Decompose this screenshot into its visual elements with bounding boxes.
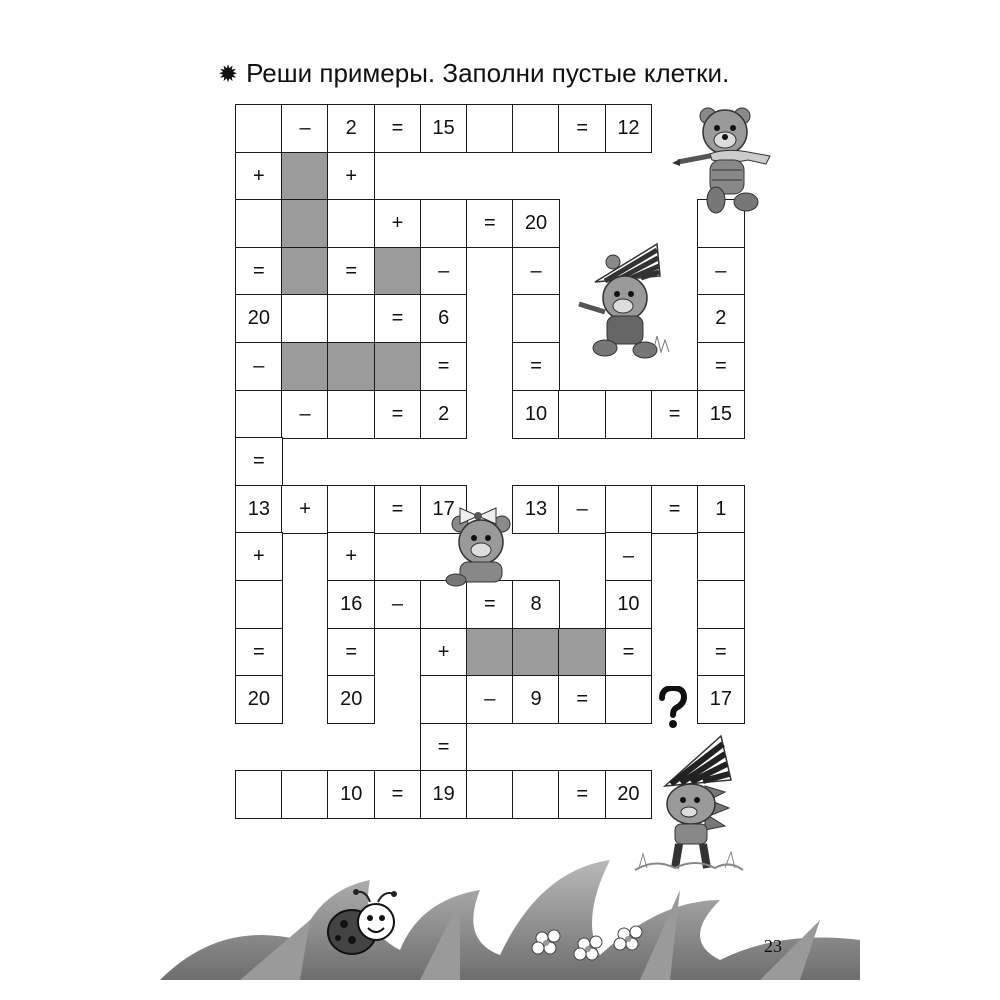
empty-answer-cell[interactable]	[512, 770, 560, 819]
shaded-cell	[281, 342, 329, 391]
grid-cell: +	[281, 485, 329, 534]
flowers-illustration	[528, 922, 658, 966]
empty-answer-cell[interactable]	[466, 770, 514, 819]
bear-gnome-illustration	[565, 240, 690, 365]
grid-cell: –	[420, 247, 468, 296]
grid-cell: –	[605, 532, 653, 581]
grid-cell: –	[235, 342, 283, 391]
grid-cell: +	[420, 628, 468, 677]
empty-answer-cell[interactable]	[235, 104, 283, 153]
empty-answer-cell[interactable]	[420, 675, 468, 724]
grid-cell: 1	[697, 485, 745, 534]
shaded-cell	[281, 199, 329, 248]
empty-answer-cell[interactable]	[605, 485, 653, 534]
grid-cell: –	[697, 247, 745, 296]
grass-illustration	[160, 860, 860, 980]
grid-cell: =	[374, 390, 422, 439]
grid-cell: 15	[420, 104, 468, 153]
empty-answer-cell[interactable]	[281, 294, 329, 343]
empty-answer-cell[interactable]	[327, 485, 375, 534]
grid-cell: =	[420, 342, 468, 391]
grid-cell: =	[235, 247, 283, 296]
grid-cell: 16	[327, 580, 375, 629]
girl-bear-illustration	[440, 500, 525, 590]
grid-cell: 20	[235, 294, 283, 343]
empty-answer-cell[interactable]	[605, 390, 653, 439]
empty-answer-cell[interactable]	[697, 532, 745, 581]
grid-cell: =	[558, 104, 606, 153]
shaded-cell	[374, 342, 422, 391]
grid-cell: =	[327, 247, 375, 296]
grid-cell: =	[466, 580, 514, 629]
grid-cell: =	[512, 342, 560, 391]
grid-cell: –	[466, 675, 514, 724]
grid-cell: 13	[512, 485, 560, 534]
grid-cell: =	[374, 294, 422, 343]
grid-cell: 10	[512, 390, 560, 439]
instruction	[218, 58, 729, 89]
page-number: 23	[764, 936, 782, 956]
grid-cell: =	[651, 390, 699, 439]
grid-cell: =	[235, 437, 283, 486]
empty-answer-cell[interactable]	[420, 199, 468, 248]
empty-answer-cell[interactable]	[327, 294, 375, 343]
grid-cell: –	[374, 580, 422, 629]
grid-cell: =	[374, 104, 422, 153]
grid-cell: 13	[235, 485, 283, 534]
empty-answer-cell[interactable]	[697, 580, 745, 629]
grid-cell: 9	[512, 675, 560, 724]
empty-answer-cell[interactable]	[327, 199, 375, 248]
grid-cell: 2	[327, 104, 375, 153]
grid-cell: =	[327, 628, 375, 677]
grid-cell: =	[374, 770, 422, 819]
shaded-cell	[558, 628, 606, 677]
question-mark-icon	[656, 686, 690, 730]
grid-cell: +	[235, 152, 283, 201]
empty-answer-cell[interactable]	[558, 390, 606, 439]
grid-cell: +	[327, 152, 375, 201]
grid-cell: =	[558, 770, 606, 819]
shaded-cell	[327, 342, 375, 391]
shaded-cell	[512, 628, 560, 677]
shaded-cell	[281, 152, 329, 201]
grid-cell: –	[281, 104, 329, 153]
grid-cell: =	[420, 723, 468, 772]
bear-with-pencil-illustration	[670, 100, 780, 220]
hedgehog-gnome-illustration	[625, 730, 750, 880]
grid-cell: 20	[235, 675, 283, 724]
shaded-cell	[374, 247, 422, 296]
empty-answer-cell[interactable]	[512, 294, 560, 343]
grid-cell: 8	[512, 580, 560, 629]
grid-cell: 17	[420, 485, 468, 534]
grid-cell: 12	[605, 104, 653, 153]
grid-cell: =	[697, 342, 745, 391]
grid-cell: 19	[420, 770, 468, 819]
empty-answer-cell[interactable]	[235, 580, 283, 629]
grid-cell: 20	[512, 199, 560, 248]
grid-cell: +	[374, 199, 422, 248]
grid-cell: =	[558, 675, 606, 724]
grid-cell: =	[374, 485, 422, 534]
grid-cell: –	[512, 247, 560, 296]
grid-cell: 15	[697, 390, 745, 439]
empty-answer-cell[interactable]	[235, 199, 283, 248]
grid-cell: 20	[327, 675, 375, 724]
grid-cell: =	[235, 628, 283, 677]
shaded-cell	[466, 628, 514, 677]
empty-answer-cell[interactable]	[327, 390, 375, 439]
ladybug-illustration	[322, 888, 402, 962]
grid-cell: –	[281, 390, 329, 439]
empty-answer-cell[interactable]	[466, 104, 514, 153]
empty-answer-cell[interactable]	[281, 770, 329, 819]
grid-cell: =	[605, 628, 653, 677]
grid-cell: 2	[420, 390, 468, 439]
shaded-cell	[281, 247, 329, 296]
grid-cell: 17	[697, 675, 745, 724]
grid-cell: +	[327, 532, 375, 581]
instruction-text: Реши примеры. Заполни пустые клетки.	[246, 58, 730, 88]
grid-cell: 20	[605, 770, 653, 819]
grid-cell: –	[558, 485, 606, 534]
grid-cell: 6	[420, 294, 468, 343]
empty-answer-cell[interactable]	[605, 675, 653, 724]
grid-cell: =	[651, 485, 699, 534]
grid-cell: +	[235, 532, 283, 581]
grid-cell: =	[466, 199, 514, 248]
grid-cell: 2	[697, 294, 745, 343]
grid-cell: 10	[605, 580, 653, 629]
grid-cell: =	[697, 628, 745, 677]
empty-answer-cell[interactable]	[235, 390, 283, 439]
grid-cell: 10	[327, 770, 375, 819]
empty-answer-cell[interactable]	[235, 770, 283, 819]
empty-answer-cell[interactable]	[512, 104, 560, 153]
star-burst-icon: ✹	[218, 61, 239, 88]
